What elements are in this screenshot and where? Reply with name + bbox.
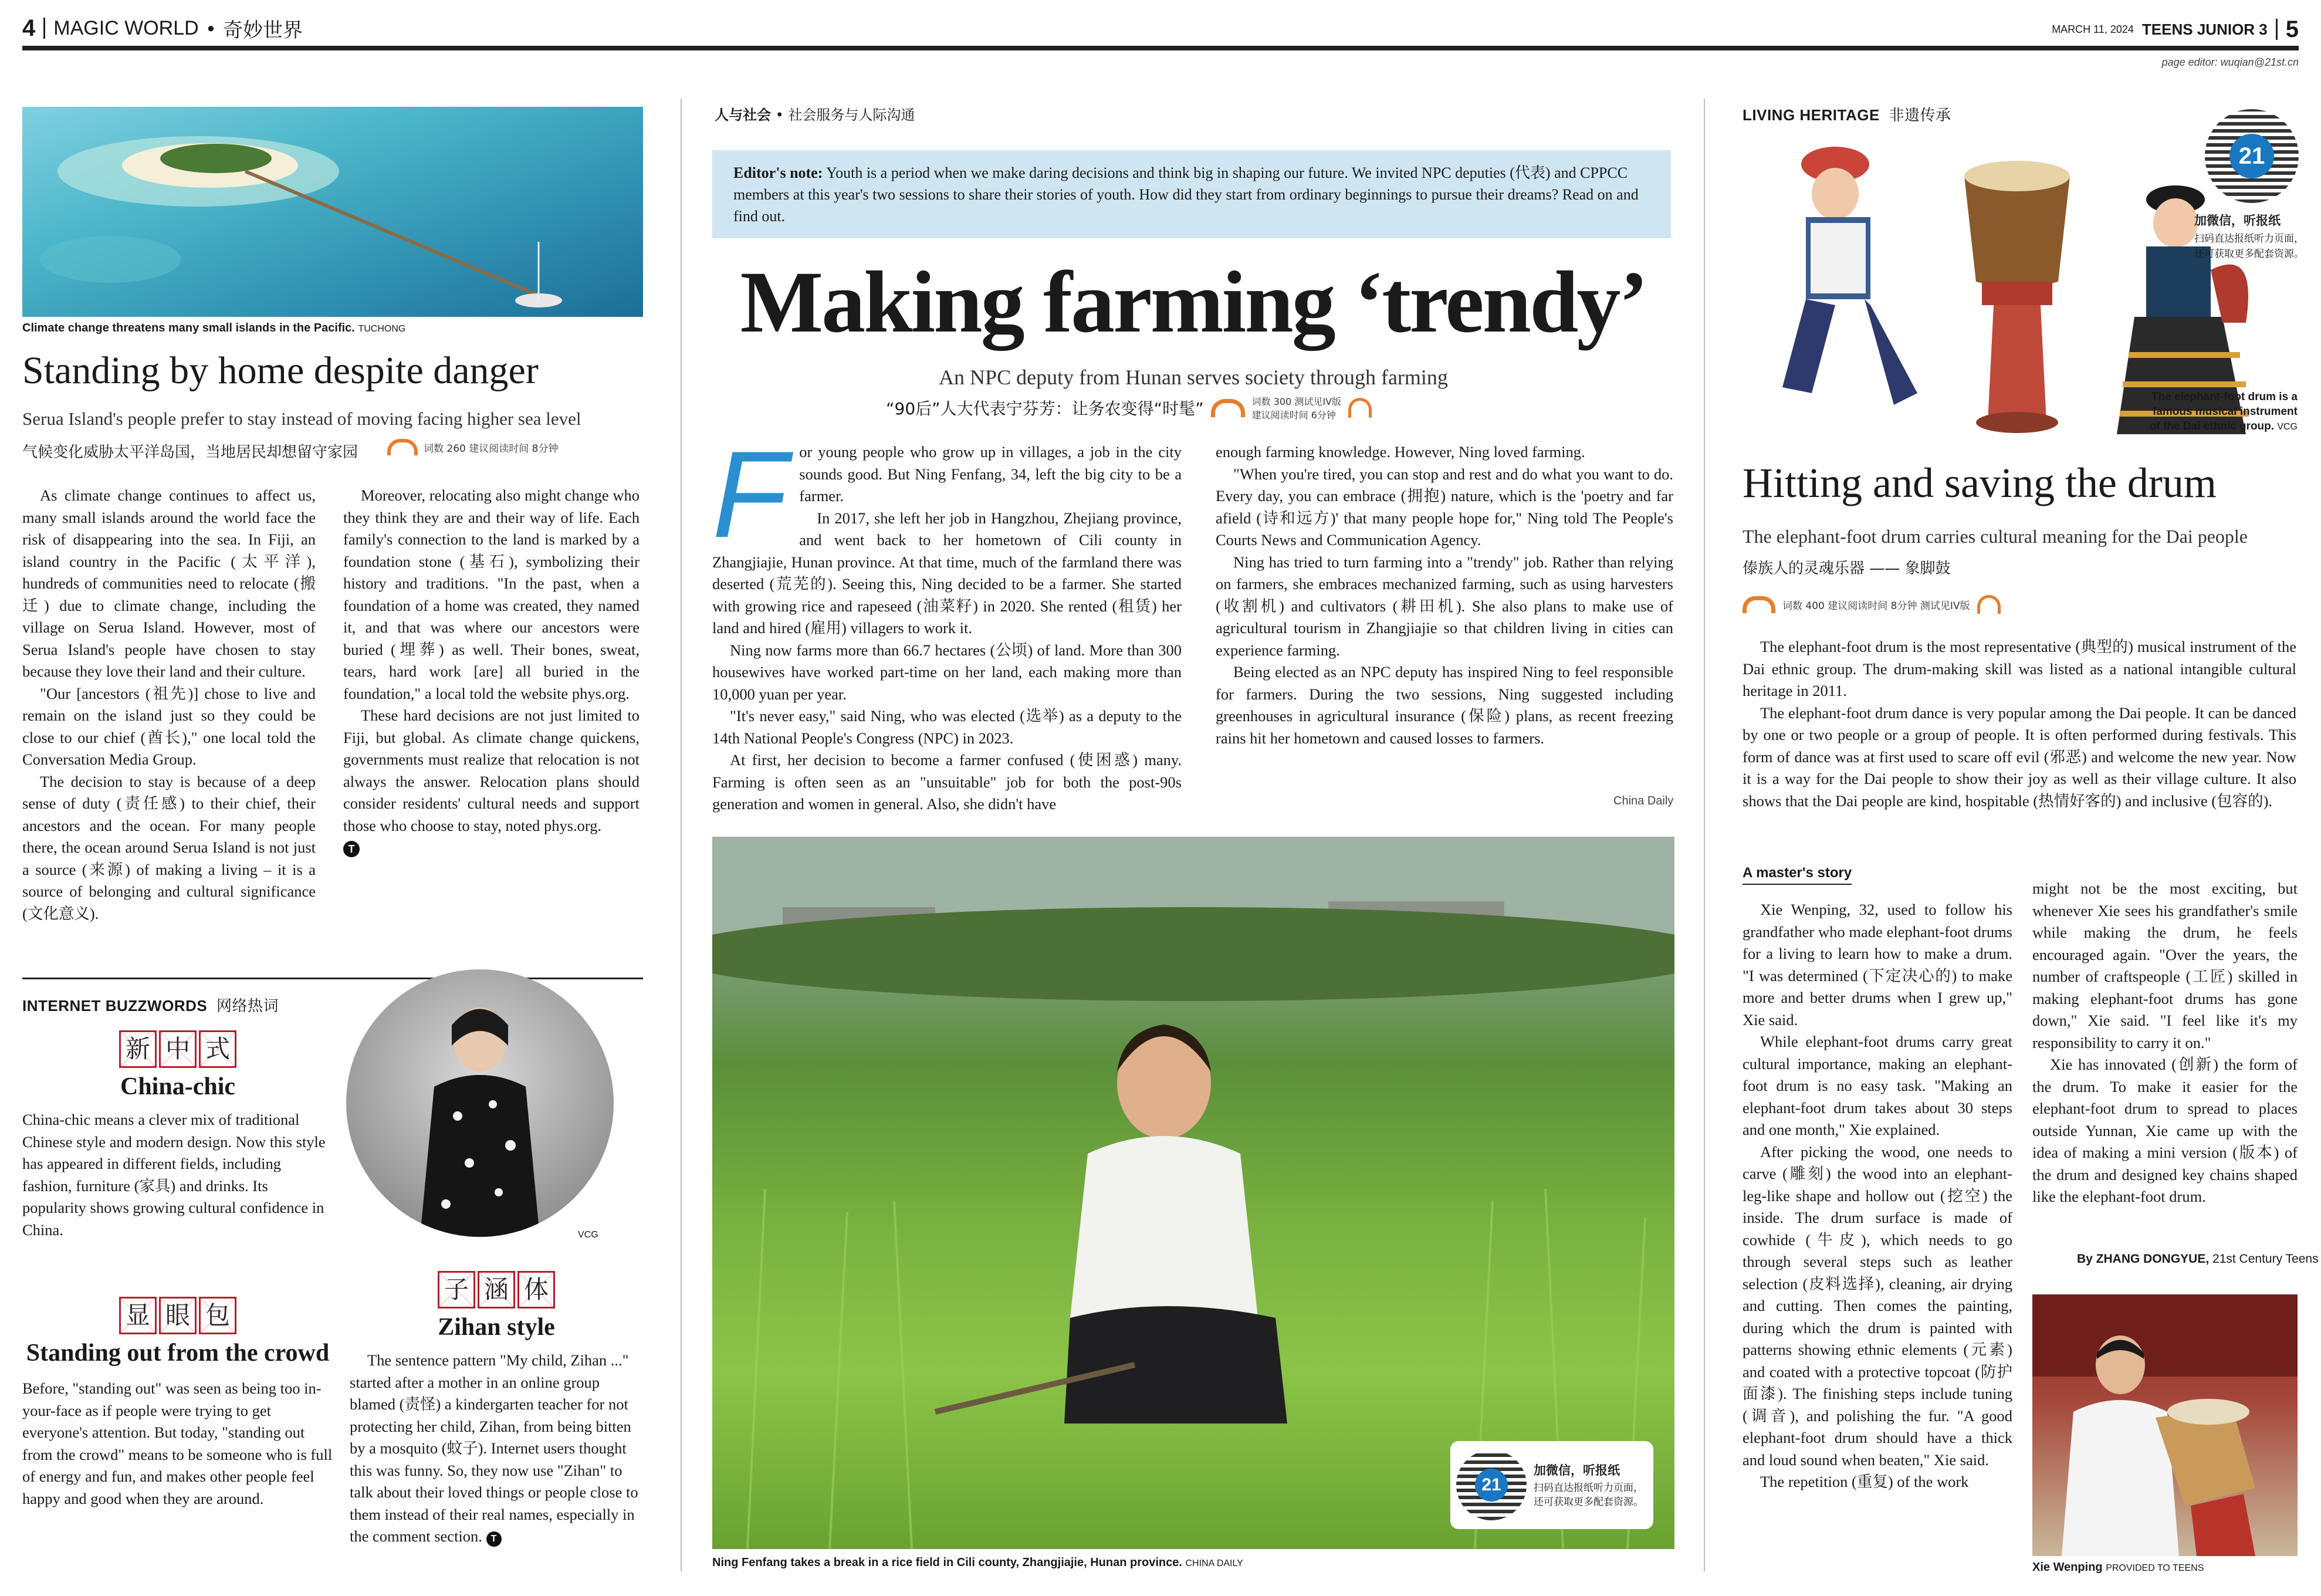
paragraph: While elephant-foot drums carry great cultural importance, making an elephant-foot drum is no easy task. "Making an elephant-foot drum takes about 30 steps and one month," Xie explained. [1743,1033,2012,1138]
right-story-col1 [1743,899,2012,1493]
left-section-title: MAGIC WORLD [53,16,199,39]
end-mark-icon: T [343,841,360,857]
section-title: 人与社会 [715,107,771,123]
section-rule [22,978,643,979]
reading-meta [1252,394,1341,421]
caption-text: The elephant-foot drum is a famous musical instrument of the Dai ethnic group. [2149,391,2298,432]
photo-credit: PROVIDED TO TEENS [2106,1563,2204,1573]
farmer-photo [712,837,1674,1549]
meta-line: 建议阅读时间 6分钟 [1251,410,1336,421]
center-story-col1 [712,425,1182,816]
char-box: 眼 [159,1297,197,1334]
caption-text: Xie Wenping [2032,1561,2103,1574]
island-illustration [22,107,643,317]
section-subtitle: 社会服务与人际沟通 [788,107,915,123]
reading-meta: 词数 400 建议阅读时间 8分钟 测试见IV版 [1782,600,1970,612]
paper-name: TEENS JUNIOR 3 [2141,20,2268,38]
char-box: 涵 [478,1271,515,1308]
right-page-header [2052,16,2299,42]
editors-note [712,150,1671,238]
model-figure [346,969,614,1237]
right-page-number: 5 [2285,16,2299,42]
header-divider [43,18,45,39]
byline-org: 21st Century Teens [2212,1252,2319,1266]
headphone-icon[interactable] [1348,398,1372,418]
farmer-photo-caption [712,1556,1243,1570]
center-section-label: 人与社会 • 社会服务与人际沟通 [715,107,915,123]
paragraph: enough farming knowledge. However, Ning loved farming. [1216,443,1585,461]
bullet-icon: ● [207,21,215,35]
header-divider [2276,19,2278,40]
center-subhead: An NPC deputy from Hunan serves society through farming [939,366,1448,389]
paragraph: The elephant-foot drum is the most representative (典型的) musical instrument of the Dai ethnic group. The drum-making skill was listed as a national intangible cultural heritage in 2011. [1743,638,2296,699]
left-page-header [22,15,303,41]
right-story-col2 [2032,878,2298,1208]
photo-credit: CHINA DAILY [1185,1558,1243,1568]
char-box: 新 [119,1030,157,1068]
section-title: LIVING HERITAGE [1743,106,1880,124]
buzzword-title: Standing out from the crowd [26,1340,330,1367]
paragraph: As climate change continues to affect us, many small islands around the world face the risk of disappearing into the sea. In Fiji, an island country in the Pacific (太平洋), hundreds of communities need to relocate (搬迁) due to climate change, including the village on Serua Island. However, most of Serua Island's people have chosen to stay because they love their land and their culture. [22,486,316,680]
paragraph: In 2017, she left her job in Hangzhou, Zhejiang province, and went back to her hometown of Cili county in Zhangjiajie, Hunan province. At that time, much of the farmland there was deserted (荒芜的). Seeing this, Ning decided to be a farmer. She started with growing rice and rapeseed (油菜籽) in 2020. She rented (租赁) her land and hired (雇用) villagers to work it. [712,509,1182,637]
buzzword-title: Zihan style [438,1314,555,1341]
paragraph: or young people who grow up in villages, a job in the city sounds good. But Ning Fenfang, 34, left the big city to be a farmer. [799,443,1182,505]
right-subhead-cn: 傣族人的灵魂乐器 —— 象脚鼓 [1743,560,1951,577]
qr-promo [1450,1441,1653,1529]
char-box: 显 [119,1297,157,1334]
center-source: China Daily [1613,794,1674,807]
qr-title: 加微信，听报纸 [2194,214,2281,228]
paragraph: Ning has tried to turn farming into a "trendy" job. Rather than relying on farmers, she embraces mechanized farming, such as using harvesters (收割机) and cultivators (耕田机). She also plans to make use of agricultural tourism in Zhangjiajie so that children living in cities can experience farming. [1216,553,1673,659]
buzzword-title: China-chic [120,1073,235,1100]
paragraph: "When you're tired, you can stop and rest and do what you want to do. Every day, you can embrace (拥抱) nature, which is the 'poetry and far afield (诗和远方)' that many people hope for," Ning told The People's Courts News and Communication Agency. [1216,465,1673,549]
qr-title: 加微信，听报纸 [1534,1463,1620,1477]
model-photo [346,969,614,1237]
drum-illustration-caption [2147,390,2298,434]
left-story-col1 [22,485,316,925]
buzzword-text: China-chic means a clever mix of traditional Chinese style and modern design. Now this style has appeared in different fields, including fashion, furniture (家具) and drinks. Its popularity shows growing cultural confidence in China. [22,1111,326,1239]
paragraph: "It's never easy," said Ning, who was elected (选举) as a deputy to the 14th National People's Congress (NPC) in 2023. [712,707,1182,747]
left-subhead: Serua Island's people prefer to stay instead of moving facing higher sea level [22,408,581,429]
gauge-icon [1743,596,1775,613]
char-box: 式 [199,1030,236,1068]
xie-photo [2032,1294,2298,1556]
paragraph: "Our [ancestors (祖先)] chose to live and remain on the island just so they could be close to our chief (酋长)," one local told the Conversation Media Group. [22,684,316,768]
buzzword-item-zihan [350,1271,643,1548]
paragraph: After picking the wood, one needs to carve (雕刻) the wood into an elephant-leg-like shape and hollow out (挖空) the inside. The drum surface is made of cowhide (牛皮), which needs to go through several steps such as leather selection (皮料选择), cleaning, air drying and cutting. Then comes the painting, during which the drum is painted with patterns showing ethnic elements (元素) and coated with a protective topcoat (防护面漆). The finishing steps include tuning (调音), and polishing the fur. "A good elephant-foot drum should have a thick and loud sound when beaten," Xie said. [1743,1142,2012,1469]
paragraph: Xie Wenping, 32, used to follow his grandfather who made elephant-foot drums for a living to learn how to make a drum. "I was determined (下定决心的) to make more and better drums when I grew up," Xie said. [1743,901,2012,1029]
left-section-title-cn: 奇妙世界 [223,18,303,42]
buzzword-text: The sentence pattern "My child, Zihan ..." started after a mother in an online group blamed (责怪) a kindergarten teacher for not protecting her child, Zihan, from being bitten by a mosquito (蚊子). Internet users thought this was funny. So, they now use "Zihan" to talk about their loved things or people close to them instead of their real names, especially in the comment section. [350,1351,638,1545]
char-box: 体 [517,1271,555,1308]
char-box: 子 [438,1271,475,1308]
paragraph: Ning now farms more than 66.7 hectares (公顷) of land. More than 300 housewives have worked part-time on her land, each making more than 10,000 yuan per year. [712,641,1182,703]
header-rule [22,46,2299,50]
paragraph: The decision to stay is because of a deep sense of duty (责任感) to their chief, their ancestors and the ocean. For many people there, the ocean around Serua Island is not just a source (来源) of making a living – it is a source of belonging and cultural significance (文化意义). [22,772,316,922]
byline [2077,1252,2319,1266]
center-story-col2 [1216,441,1673,749]
end-mark-icon: T [486,1531,502,1547]
craftsman-scene [2032,1294,2298,1556]
qr-logo: 21 [2229,134,2274,178]
column-divider [681,99,682,1571]
paragraph: The repetition (重复) of the work [1760,1473,1969,1490]
byline-author: By ZHANG DONGYUE, [2077,1252,2210,1266]
paragraph: Xie has innovated (创新) the form of the drum. To make it easier for the elephant-foot drum to spread to places outside Yunnan, Xie came up with the idea of making a mini version (版本) of the drum and designed key chains shaped like the elephant-foot drum. [2032,1056,2298,1205]
char-box: 包 [199,1297,236,1334]
paragraph: Moreover, relocating also might change who they think they are and their way of life. Each family's connection to the land is marked by a foundation stone (基石), symbolizing their history and traditions. "In the past, when a foundation of a home was created, they named it, and that was where our ancestors were buried (埋葬) as well. Their bones, sweat, tears, hard work [are] all buried in the foundation," a local told the website phys.org. [343,486,640,702]
caption-text: Climate change threatens many small islands in the Pacific. [22,322,355,334]
right-headline: Hitting and saving the drum [1743,459,2217,506]
page-editor: page editor: wuqian@21st.cn [2161,56,2299,68]
paragraph: Being elected as an NPC deputy has inspired Ning to feel responsible for farmers. During the two sessions, Ning suggested including greenhouses in agricultural insurance (保险) plans, as recent freezing rains hit her hometown and caused losses to farmers. [1216,663,1673,747]
right-intro [1743,636,2296,812]
qr-code-icon[interactable] [1456,1450,1527,1520]
section-title-cn: 非遗传承 [1889,107,1951,124]
xie-photo-caption [2032,1561,2204,1574]
center-headline: Making farming ‘trendy’ [740,253,1647,351]
paragraph: The elephant-foot drum dance is very popular among the Dai people. It can be danced by one or two people or a group of people. It is often performed during festivals. This form of dance was at first used to scare off evil (邪恶) and welcome the new year. Now it is a way for the Dai people to show their joy as well as their village culture. It also shows that the Dai people are kind, hospitable (热情好客的) and inclusive (包容的). [1743,704,2296,810]
subsection-heading: A master's story [1743,865,1852,885]
right-section-label [1743,103,1951,125]
island-photo-caption [22,322,405,335]
buzzwords-label-cn: 网络热词 [216,998,279,1015]
issue-date: MARCH 11, 2024 [2052,23,2134,35]
buzzword-text: Before, "standing out" was seen as being too in-your-face as if people were trying to get everyone's attention. But today, "standing out from the crowd" means to be someone who is full of energy and fun, and makes other people feel happy and good when they are around. [22,1379,333,1507]
center-subhead-cn: “90后”人大代表宁芬芳：让务农变得“时髦” [886,399,1204,418]
editors-note-label: Editor's note: [733,164,823,181]
headphone-icon[interactable] [1977,595,2001,614]
qr-logo: 21 [1475,1469,1508,1502]
dropcap: F [712,425,788,563]
left-reading-meta [387,439,558,455]
column-divider [1704,99,1705,1571]
paragraph: These hard decisions are not just limited to Fiji, but global. As climate change quickens, governments must realize that relocation is not always the answer. Relocation plans should consider residents' cultural needs and support those who choose to stay, noted phys.org. [343,706,640,834]
right-qr-promo [2194,109,2309,262]
center-subhead-cn-row [886,394,1372,421]
qr-code-icon[interactable] [2205,109,2299,203]
left-page-number: 4 [22,15,36,41]
right-reading-meta [1743,595,2001,614]
char-box: 中 [159,1030,197,1068]
left-headline: Standing by home despite danger [22,349,539,392]
gauge-icon [387,439,418,455]
qr-text: 扫码直达报纸听力页面，还可获取更多配套资源。 [2194,233,2304,260]
paragraph: At first, her decision to become a farmer confused (使困惑) many. Farming is often seen as an "unsuitable" job for both the post-90s generation and women in general. Also, she didn't have [712,751,1182,813]
qr-text: 扫码直达报纸听力页面，还可获取更多配套资源。 [1534,1482,1643,1508]
caption-text: Ning Fenfang takes a break in a rice field in Cili county, Zhangjiajie, Hunan province. [712,1556,1182,1569]
left-subhead-cn: 气候变化威胁太平洋岛国，当地居民却想留守家园 [22,444,358,461]
buzzword-text-wrap [350,1350,643,1548]
editors-note-text: Youth is a period when we make daring decisions and think big in shaping our future. We invited NPC deputies (代表) and CPPCC members at this year's two sessions to share their stories of youth. How did they start from ordinary beginnings to pursue their dreams? Read on and find out. [733,164,1639,225]
buzzwords-label [22,994,279,1016]
left-story-col2 [343,485,640,859]
gauge-icon [1211,399,1245,417]
buzzword-item-standing-out [22,1297,333,1510]
photo-credit: VCG [2277,422,2298,432]
island-photo [22,107,643,317]
photo-credit: TUCHONG [358,324,406,334]
meta-line: 词数 300 测试见IV版 [1251,396,1342,407]
buzzword-item-china-chic [22,1030,333,1241]
paragraph: might not be the most exciting, but whenever Xie sees his grandfather's smile while making the drum, he feels encouraged again. "Over the years, the number of craftspeople (工匠) skilled in making elephant-foot drums has gone down," Xie said. "I feel like it's my responsibility to carry it on." [2032,880,2298,1051]
right-subhead: The elephant-foot drum carries cultural meaning for the Dai people [1743,526,2248,547]
reading-meta: 词数 260 建议阅读时间 8分钟 [424,442,559,455]
buzzwords-label-en: INTERNET BUZZWORDS [22,997,208,1015]
qr-promo-text [1534,1461,1647,1509]
photo-credit: VCG [578,1230,598,1240]
